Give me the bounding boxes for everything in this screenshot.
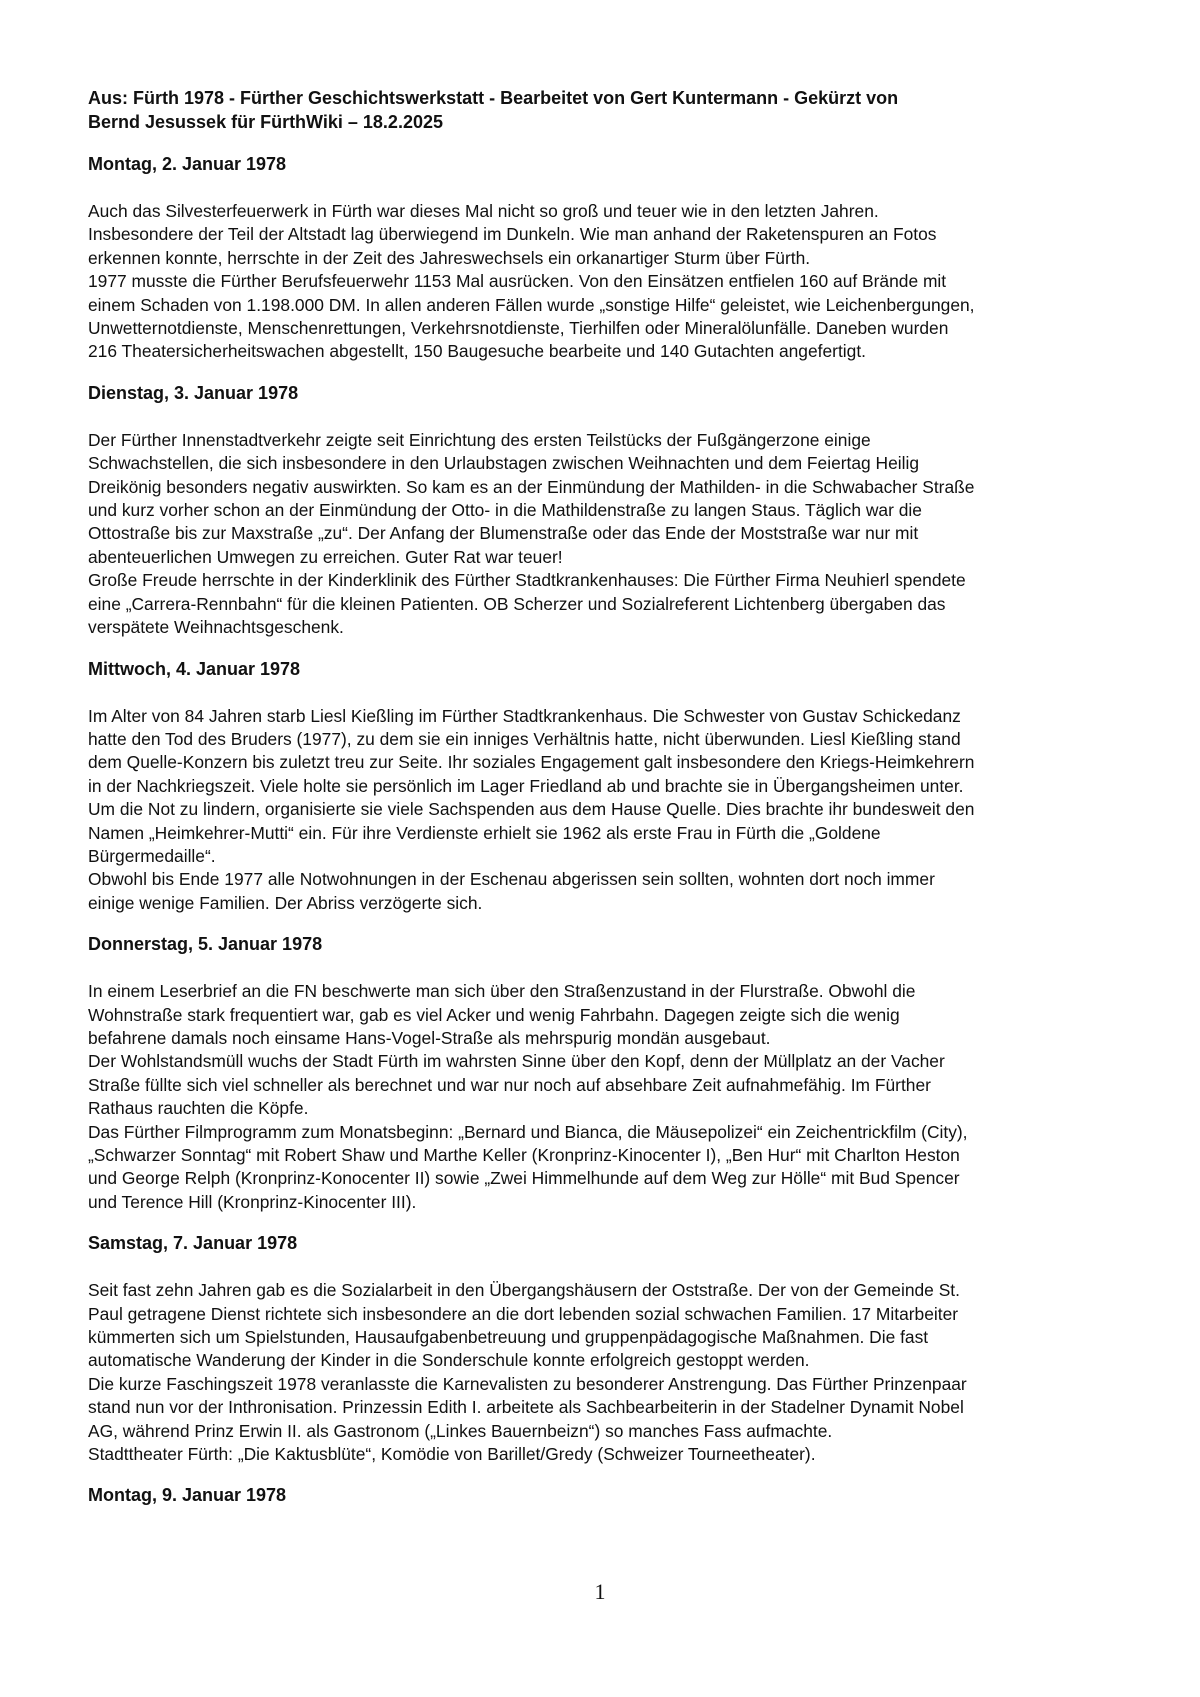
paragraph-line: In einem Leserbrief an die FN beschwerte man sich über den Straßenzustand in der Flurstraße. Obwohl die [88,981,916,1002]
paragraph-line: einem Schaden von 1.198.000 DM. In allen anderen Fällen wurde „sonstige Hilfe“ geleistet, wie Leichenbergungen, [88,294,975,315]
paragraph-line: Auch das Silvesterfeuerwerk in Fürth war dieses Mal nicht so groß und teuer wie in den letzten Jahren. [88,201,879,221]
entry-date-heading: Montag, 2. Januar 1978 [88,154,287,174]
paragraph-line: eine „Carrera-Rennbahn“ für die kleinen Patienten. OB Scherzer und Sozialreferent Lichtenberg übergaben das [88,593,946,614]
entry-date-heading: Donnerstag, 5. Januar 1978 [88,934,323,955]
diary-entry [88,152,1120,364]
entry-paragraph [88,1279,1120,1373]
diary-entry [88,932,1120,1214]
paragraph-line: befahrene damals noch einsame Hans-Vogel-Straße als mehrspurig mondän ausgebaut. [88,1027,771,1048]
paragraph-line: Obwohl bis Ende 1977 alle Notwohnungen in der Eschenau abgerissen sein sollten, wohnten dort noch immer [88,869,935,890]
header-line: Aus: Fürth 1978 - Fürther Geschichtswerkstatt - Bearbeitet von Gert Kuntermann - Gekürzt von [88,88,899,108]
paragraph-line: Seit fast zehn Jahren gab es die Sozialarbeit in den Übergangshäusern der Oststraße. Der von der Gemeinde St. [88,1280,960,1301]
paragraph-line: einige wenige Familien. Der Abriss verzögerte sich. [88,892,483,913]
entry-paragraph [88,1050,1120,1120]
entry-date-heading: Dienstag, 3. Januar 1978 [88,382,299,403]
paragraph-line: Der Fürther Innenstadtverkehr zeigte seit Einrichtung des ersten Teilstücks der Fußgängerzone einige [88,429,871,450]
entry-paragraph [88,1121,1120,1215]
paragraph-line: verspätete Weihnachtsgeschenk. [88,617,344,638]
paragraph-line: stand nun vor der Inthronisation. Prinzessin Edith I. arbeitete als Sachbearbeiterin in der Stadelner Dynamit Nobel [88,1397,964,1418]
paragraph-line: Das Fürther Filmprogramm zum Monatsbeginn: „Bernard und Bianca, die Mäusepolizei“ ein Zeichentrickfilm (City), [88,1121,968,1142]
paragraph-line: abenteuerlichen Umwegen zu erreichen. Guter Rat war teuer! [88,546,563,567]
paragraph-line: AG, während Prinz Erwin II. als Gastronom („Linkes Bauernbeizn“) so manches Fass aufmachte. [88,1420,833,1441]
entry-paragraph [88,200,1120,270]
paragraph-line: Die kurze Faschingszeit 1978 veranlasste die Karnevalisten zu besonderer Anstrengung. Das Fürther Prinzenpaar [88,1373,967,1394]
entry-paragraph [88,868,1120,915]
document-header [88,86,1120,134]
document-body [88,152,1120,1507]
entry-paragraph [88,1373,1120,1443]
diary-entry [88,381,1120,640]
entry-paragraph [88,270,1120,364]
paragraph-line: Insbesondere der Teil der Altstadt lag überwiegend im Dunkeln. Wie man anhand der Raketenspuren an Fotos [88,224,937,245]
paragraph-line: „Schwarzer Sonntag“ mit Robert Shaw und Marthe Keller (Kronprinz-Kinocenter I), „Ben Hur“ mit Charlton Heston [88,1145,960,1165]
paragraph-line: Im Alter von 84 Jahren starb Liesl Kießling im Fürther Stadtkrankenhaus. Die Schwester von Gustav Schickedanz [88,705,961,726]
paragraph-line: Bürgermedaille“. [88,845,216,866]
paragraph-line: Der Wohlstandsmüll wuchs der Stadt Fürth im wahrsten Sinne über den Kopf, denn der Müllplatz an der Vacher [88,1051,945,1072]
paragraph-line: Straße füllte sich viel schneller als berechnet und war nur noch auf absehbare Zeit aufnahmefähig. Im Fürther [88,1074,931,1095]
diary-entry [88,1483,1120,1507]
paragraph-line: Rathaus rauchten die Köpfe. [88,1098,309,1119]
paragraph-line: Dreikönig besonders negativ auswirkten. So kam es an der Einmündung der Mathilden- in die Schwabacher Straße [88,476,975,497]
paragraph-line: 216 Theatersicherheitswachen abgestellt, 150 Baugesuche bearbeite und 140 Gutachten angefertigt. [88,341,866,362]
paragraph-line: und kurz vorher schon an der Einmündung der Otto- in die Mathildenstraße zu langen Staus. Täglich war die [88,500,922,521]
paragraph-line: Wohnstraße stark frequentiert war, gab es viel Acker und wenig Fahrbahn. Dagegen zeigte sich die wenig [88,1004,900,1025]
entry-paragraph [88,980,1120,1050]
page-number: 1 [594,1579,606,1604]
paragraph-line: 1977 musste die Fürther Berufsfeuerwehr 1153 Mal ausrücken. Von den Einsätzen entfielen 160 auf Brände mit [88,271,947,292]
paragraph-line: erkennen konnte, herrschte in der Zeit des Jahreswechsels ein orkanartiger Sturm über Fürth. [88,247,811,268]
entry-date-heading: Montag, 9. Januar 1978 [88,1485,287,1506]
entry-paragraph [88,705,1120,869]
entry-date-heading: Samstag, 7. Januar 1978 [88,1233,298,1254]
header-line: Bernd Jesussek für FürthWiki – 18.2.2025 [88,112,443,132]
paragraph-line: Paul getragene Dienst richtete sich insbesondere an die dort lebenden sozial schwachen Familien. 17 Mitarbeiter [88,1303,959,1324]
entry-date-heading: Mittwoch, 4. Januar 1978 [88,658,301,679]
paragraph-line: Große Freude herrschte in der Kinderklinik des Fürther Stadtkrankenhauses: Die Fürther Firma Neuhierl spendete [88,570,966,591]
paragraph-line: in der Nachkriegszeit. Viele holte sie persönlich im Lager Friedland ab und brachte sie in Übergangsheimen unter. [88,775,964,796]
paragraph-line: und George Relph (Kronprinz-Konocenter II) sowie „Zwei Himmelhunde auf dem Weg zur Hölle“ mit Bud Spencer [88,1168,960,1189]
diary-entry [88,1231,1120,1466]
entry-paragraph [88,429,1120,569]
paragraph-line: hatte den Tod des Bruders (1977), zu dem sie ein inniges Verhältnis hatte, nicht überwunden. Liesl Kießling stand [88,728,961,749]
entry-paragraph [88,1443,1120,1466]
diary-entry [88,657,1120,916]
paragraph-line: Schwachstellen, die sich insbesondere in den Urlaubstagen zwischen Weihnachten und dem Feiertag Heilig [88,453,920,474]
paragraph-line: kümmerten sich um Spielstunden, Hausaufgabenbetreuung und gruppenpädagogische Maßnahmen. Die fast [88,1327,929,1348]
document-page [88,86,1120,1531]
paragraph-line: Namen „Heimkehrer-Mutti“ ein. Für ihre Verdienste erhielt sie 1962 als erste Frau in Fürth die „Goldene [88,822,881,843]
paragraph-line: Ottostraße bis zur Maxstraße „zu“. Der Anfang der Blumenstraße oder das Ende der Moststraße war nur mit [88,523,919,544]
paragraph-line: Stadttheater Fürth: „Die Kaktusblüte“, Komödie von Barillet/Gredy (Schweizer Tourneetheater). [88,1444,816,1465]
paragraph-line: Unwetternotdienste, Menschenrettungen, Verkehrsnotdienste, Tierhilfen oder Mineralölunfälle. Daneben wurden [88,318,949,339]
paragraph-line: automatische Wanderung der Kinder in die Sonderschule konnte erfolgreich gestoppt werden. [88,1350,810,1371]
paragraph-line: dem Quelle-Konzern bis zuletzt treu zur Seite. Ihr soziales Engagement galt insbesondere den Kriegs-Heimkehrern [88,752,975,773]
paragraph-line: Um die Not zu lindern, organisierte sie viele Sachspenden aus dem Hause Quelle. Dies brachte ihr bundesweit den [88,799,975,820]
entry-paragraph [88,569,1120,639]
paragraph-line: und Terence Hill (Kronprinz-Kinocenter III). [88,1191,417,1212]
